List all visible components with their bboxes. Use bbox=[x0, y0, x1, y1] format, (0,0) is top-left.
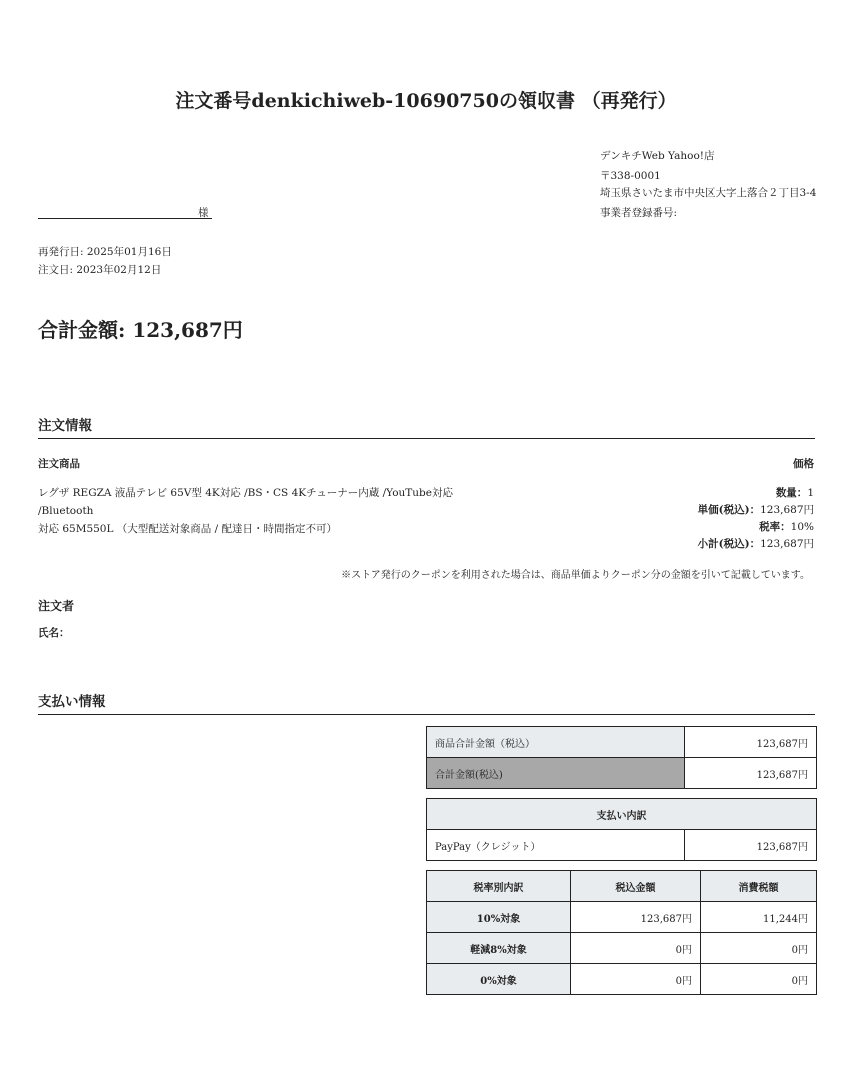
table-row bbox=[427, 799, 817, 830]
order-item-column-header: 注文商品 bbox=[38, 458, 80, 470]
orderer-title: 注文者 bbox=[38, 599, 75, 613]
orderer-name-label: 氏名： bbox=[38, 627, 70, 639]
grand-total-value: 123,687円 bbox=[685, 758, 817, 789]
tax-row-label: 10%対象 bbox=[427, 902, 571, 933]
coupon-note: ※ストア発行のクーポンを利用された場合は、商品単価よりクーポン分の金額を引いて記載しています。 bbox=[341, 570, 810, 581]
tax-row-tax: 11,244円 bbox=[701, 902, 817, 933]
tax-row-amount: 123,687円 bbox=[571, 902, 701, 933]
store-postal: 〒338-0001 bbox=[600, 170, 661, 182]
store-address: 埼玉県さいたま市中央区大字上落合２丁目3-4 bbox=[600, 187, 817, 199]
subtotal-line bbox=[698, 536, 814, 551]
table-row bbox=[427, 758, 817, 789]
table-row bbox=[427, 902, 817, 933]
reissue-date: 再発行日: 2025年01月16日 bbox=[38, 246, 172, 258]
tax-row-label: 軽減8%対象 bbox=[427, 933, 571, 964]
store-name: デンキチWeb Yahoo!店 bbox=[600, 150, 715, 162]
recipient-honorific: 様 bbox=[198, 207, 209, 219]
page-title: 注文番号denkichiweb-10690750の領収書 （再発行） bbox=[175, 90, 677, 112]
tax-rate-value: 10% bbox=[790, 521, 814, 533]
product-name-line-2: 対応 65M550L （大型配送対象商品 / 配達日・時間指定不可） bbox=[38, 523, 338, 535]
tax-row-amount: 0円 bbox=[571, 933, 701, 964]
store-registration-label: 事業者登録番号: bbox=[600, 207, 678, 219]
table-row bbox=[427, 964, 817, 995]
tax-row-tax: 0円 bbox=[701, 964, 817, 995]
unit-price-line bbox=[698, 502, 814, 517]
table-row bbox=[427, 871, 817, 902]
product-name bbox=[38, 484, 508, 538]
order-info-divider bbox=[38, 438, 815, 439]
tax-row-label: 0%対象 bbox=[427, 964, 571, 995]
tax-header-amount: 税込金額 bbox=[571, 871, 701, 902]
payment-method-value: 123,687円 bbox=[685, 830, 817, 861]
tax-row-tax: 0円 bbox=[701, 933, 817, 964]
unit-price-value: 123,687円 bbox=[760, 504, 814, 516]
grand-total-label: 合計金額(税込) bbox=[427, 758, 685, 789]
product-total-value: 123,687円 bbox=[685, 727, 817, 758]
product-total-label: 商品合計金額（税込） bbox=[427, 727, 685, 758]
quantity-label: 数量： bbox=[775, 487, 808, 499]
quantity-line bbox=[776, 485, 814, 500]
order-date: 注文日: 2023年02月12日 bbox=[38, 264, 162, 276]
unit-price-label: 単価(税込)： bbox=[697, 504, 761, 516]
tax-header-category: 税率別内訳 bbox=[427, 871, 571, 902]
tax-rate-line bbox=[759, 519, 814, 534]
tax-breakdown-table bbox=[426, 870, 817, 995]
order-price-column-header: 価格 bbox=[793, 458, 814, 470]
table-row bbox=[427, 727, 817, 758]
table-row bbox=[427, 830, 817, 861]
total-amount: 合計金額: 123,687円 bbox=[38, 318, 243, 342]
tax-rate-label: 税率： bbox=[759, 521, 791, 533]
tax-row-amount: 0円 bbox=[571, 964, 701, 995]
payment-method-label: PayPay（クレジット） bbox=[427, 830, 685, 861]
tax-header-tax: 消費税額 bbox=[701, 871, 817, 902]
product-name-line-1: レグザ REGZA 液晶テレビ 65V型 4K対応 /BS・CS 4Kチューナー内蔵 /YouTube対応 /Bluetooth bbox=[38, 487, 453, 517]
table-row bbox=[427, 933, 817, 964]
order-info-title: 注文情報 bbox=[38, 418, 92, 434]
payment-info-divider bbox=[38, 714, 815, 715]
recipient-name-line bbox=[38, 218, 212, 219]
subtotal-label: 小計(税込)： bbox=[697, 538, 761, 550]
payment-info-title: 支払い情報 bbox=[38, 694, 106, 710]
payment-breakdown-title: 支払い内訳 bbox=[427, 799, 817, 830]
quantity-value: 1 bbox=[807, 487, 814, 499]
payment-summary-table bbox=[426, 726, 817, 789]
payment-breakdown-table bbox=[426, 798, 817, 861]
subtotal-value: 123,687円 bbox=[760, 538, 814, 550]
